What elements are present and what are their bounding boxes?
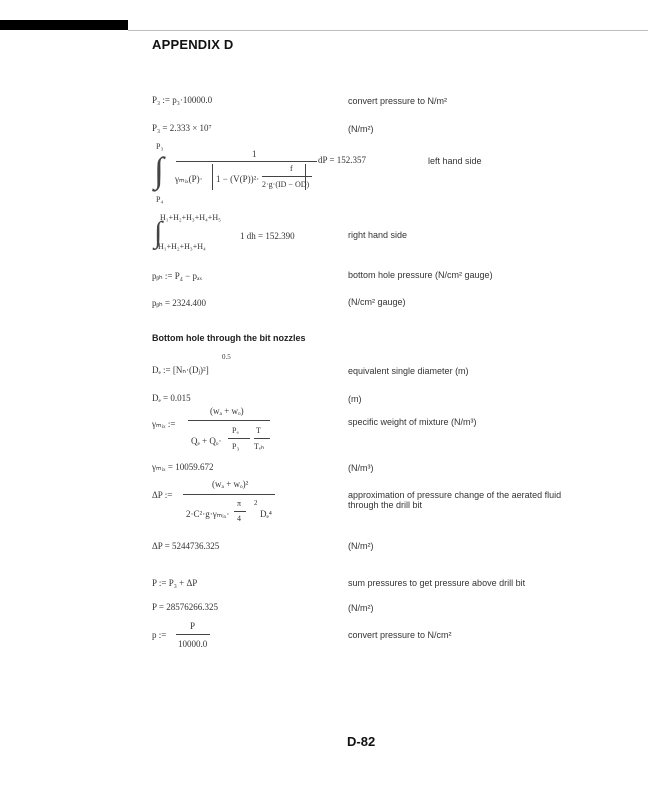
lhs-denominator-b: 1 − (V(P))²· [216,174,260,184]
delta-p-square: 2 [254,499,258,507]
delta-p-de: Dₑ⁴ [260,509,272,519]
de-exponent: 0.5 [222,353,231,361]
note-bottom-hole-pressure: bottom hole pressure (N/cm² gauge) [348,270,493,280]
de-definition: Dₑ := [Nₙ·(Dⱼ)²] [152,365,209,375]
rhs-upper-limit: H₁+H₂+H₃+H₄+H₅ [160,213,221,222]
note-right-hand-side: right hand side [348,230,408,240]
p2-numerator: P [190,621,196,631]
p-definition: P := P₃ + ΔP [152,578,198,588]
de-value: Dₑ = 0.015 [152,393,191,403]
page-title: APPENDIX D [152,37,234,52]
delta-p-four: 4 [237,514,241,523]
gamma-pa: Pₐ [232,426,239,435]
header-rule [128,30,648,31]
pbh-value: pᵦₕ = 2324.400 [152,298,207,308]
page-number: D-82 [347,734,376,749]
note-left-hand-side: left hand side [428,156,482,166]
rhs-integral-sign-icon: ∫ [154,216,163,249]
integral-lower-limit: P₄ [156,195,164,204]
lhs-numerator: 1 [252,149,257,159]
note-units-nm2: (N/m²) [348,124,374,134]
ps-definition: P₃ := p₃·10000.0 [152,95,213,105]
integral-upper-limit: P₃ [156,142,164,151]
lhs-denominator-a: γₘᵢₓ(P)· [175,174,203,184]
rhs-result: 1 dh = 152.390 [240,231,295,241]
note-sum-pressures: sum pressures to get pressure above drill bit [348,578,526,588]
gamma-fraction-bar [188,420,270,421]
delta-p-denominator-a: 2·C²·g·γₘᵢₓ· [186,509,230,519]
gamma-denominator-a: Qₑ + Qₒ· [191,436,222,446]
gamma-tbh: Tₑₕ [254,442,265,451]
gamma-ps: P₃ [232,442,240,451]
gamma-t: T [256,426,261,435]
note-units-nm2-b: (N/m²) [348,541,374,551]
p2-lhs: p := [152,630,167,640]
p-value: P = 28576266.325 [152,602,218,612]
delta-p-fraction-bar [183,494,275,495]
lhs-inner-fraction-bar [262,176,312,177]
pbh-definition: pᵦₕ := P₄ − pₐₓ [152,271,203,281]
integral-sign-icon: ∫ [154,150,164,190]
gamma-lhs: γₘᵢₓ := [152,419,176,429]
note-units-ncm2-gauge: (N/cm² gauge) [348,297,406,307]
note-specific-weight: specific weight of mixture (N/m³) [348,417,477,427]
ps-value: P₃ = 2.333 × 10⁷ [152,123,212,133]
lhs-fraction-bar [176,161,317,162]
gamma-value: γₘᵢₓ = 10059.672 [152,462,214,472]
delta-p-pi: π [237,499,242,508]
gamma-temperature-ratio-bar [254,438,270,439]
note-convert-pressure: convert pressure to N/m² [348,96,448,106]
delta-p-lhs: ΔP := [152,490,173,500]
lhs-inner-numerator: f [290,164,293,173]
note-units-nm3: (N/m³) [348,463,374,473]
note-approx-pressure-change: approximation of pressure change of the aerated fluid through the drill bit [348,490,562,510]
lhs-inner-denominator: 2·g·(ID − OD) [262,180,310,189]
delta-p-pi-bar [234,511,246,512]
p2-fraction-bar [176,634,210,635]
gamma-pressure-ratio-bar [228,438,250,439]
lhs-result: dP = 152.357 [318,155,366,165]
rhs-lower-limit: H₁+H₂+H₃+H₄ [158,242,206,251]
delta-p-value: ΔP = 5244736.325 [152,541,220,551]
note-units-nm2-c: (N/m²) [348,603,374,613]
note-convert-ncm2: convert pressure to N/cm² [348,630,452,640]
note-units-m: (m) [348,394,362,404]
header-black-tab [0,20,128,30]
p2-denominator: 10000.0 [178,639,208,649]
section-heading: Bottom hole through the bit nozzles [152,333,306,343]
gamma-numerator: (wₐ + wₒ) [210,406,244,416]
delta-p-numerator: (wₐ + wₒ)² [212,479,249,489]
note-equiv-diameter: equivalent single diameter (m) [348,366,469,376]
